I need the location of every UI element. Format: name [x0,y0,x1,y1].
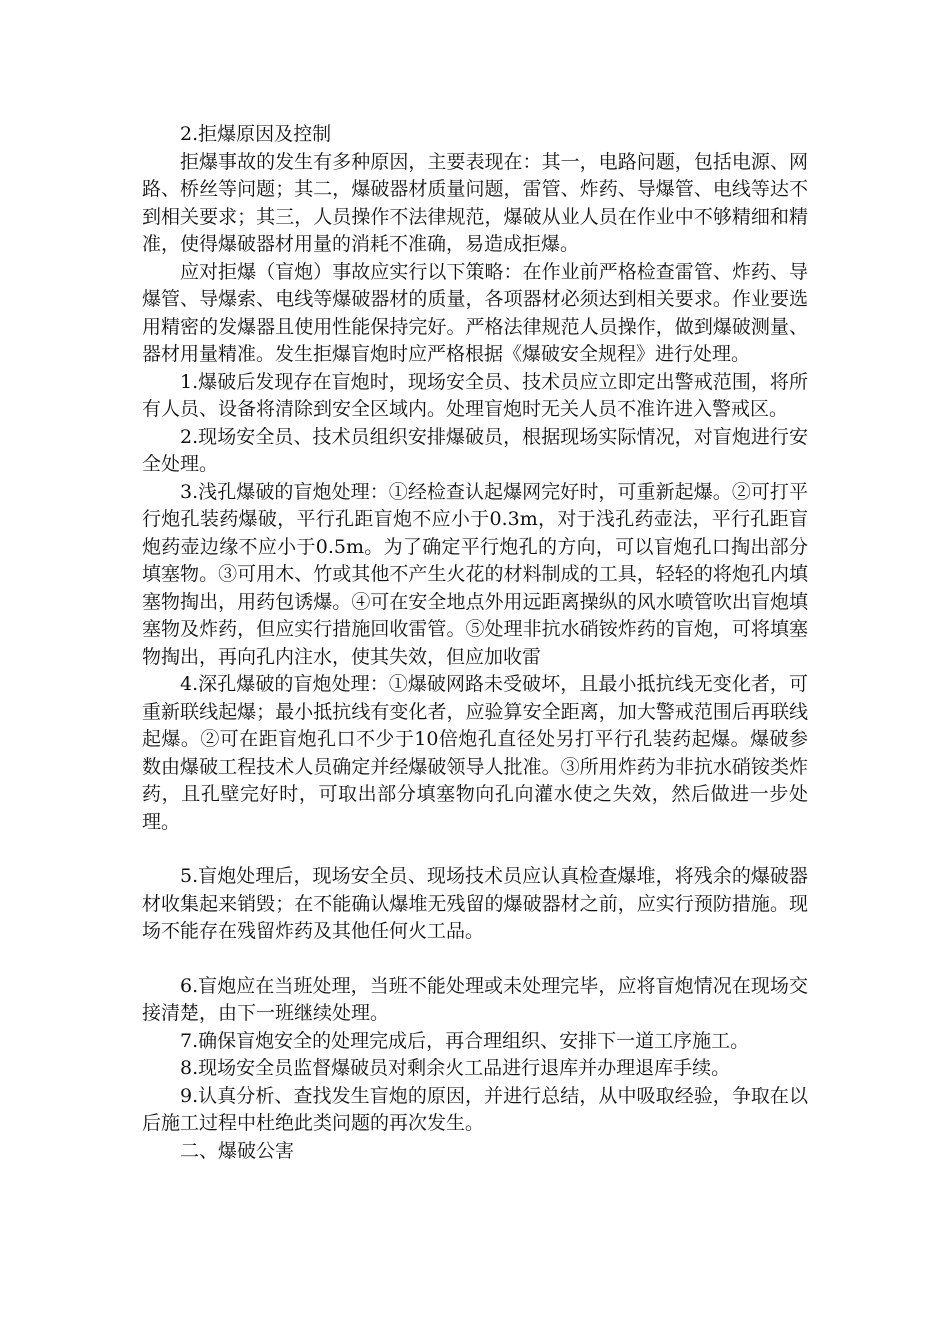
section-heading-2: 二、爆破公害 [180,1139,295,1162]
list-item-4: 4.深孔爆破的盲炮处理：①爆破网路未受破坏，且最小抵抗线无变化者，可重新联线起爆；最小抵抗线有变化者，应验算安全距离，加大警戒范围后再联线起爆。②可在距盲炮孔口不少于10倍炮孔直径处另打平行孔装药起爆。爆破参数由爆破工程技术人员确定并经爆破领导人批准。③所用炸药为非抗水硝铵类炸药，且孔壁完好时，可取出部分填塞物向孔向灌水使之失效，然后做进一步处理。 [142,673,808,833]
section-heading: 2.拒爆原因及控制 [180,123,332,145]
list-item-7: 7.确保盲炮安全的处理完成后，再合理组织、安排下一道工序施工。 [180,1029,750,1052]
list-item-8: 8.现场安全员监督爆破员对剩余火工品进行退库并办理退库手续。 [180,1057,731,1079]
document-body [142,121,808,1165]
list-item-3: 3.浅孔爆破的盲炮处理：①经检查认起爆网完好时，可重新起爆。②可打平行炮孔装药爆破，平行孔距盲炮不应小于0.3m，对于浅孔药壶法，平行孔距盲炮药壶边缘不应小于0.5m。为了确定平行炮孔的方向，可以盲炮孔口掏出部分填塞物。③可用木、竹或其他不产生火花的材料制成的工具，轻轻的将炮孔内填塞物掏出，用药包诱爆。④可在安全地点外用远距离操纵的风水喷管吹出盲炮填塞物及炸药，但应实行措施回收雷管。⑤处理非抗水硝铵炸药的盲炮，可将填塞物掏出，再向孔内注水，使其失效，但应加收雷 [142,480,808,668]
list-item-9: 9.认真分析、查找发生盲炮的原因，并进行总结，从中吸取经验，争取在以后施工过程中杜绝此类问题的再次发生。 [142,1084,808,1134]
paragraph-causes: 拒爆事故的发生有多种原因，主要表现在：其一，电路问题，包括电源、网路、桥丝等问题；其二，爆破器材质量问题，雷管、炸药、导爆管、电线等达不到相关要求；其三，人员操作不法律规范，爆破从业人员在作业中不够精细和精准，使得爆破器材用量的消耗不准确，易造成拒爆。 [142,150,808,255]
paragraph-countermeasures: 应对拒爆（盲炮）事故应实行以下策略：在作业前严格检查雷管、炸药、导爆管、导爆索、电线等爆破器材的质量，各项器材必须达到相关要求。作业要选用精密的发爆器且使用性能保持完好。严格法律规范人员操作，做到爆破测量、器材用量精准。发生拒爆盲炮时应严格根据《爆破安全规程》进行处理。 [142,260,808,365]
list-item-6: 6.盲炮应在当班处理，当班不能处理或未处理完毕，应将盲炮情况在现场交接清楚，由下一班继续处理。 [142,974,808,1024]
list-item-1: 1.爆破后发现存在盲炮时，现场安全员、技术员应立即定出警戒范围，将所有人员、设备将清除到安全区域内。处理盲炮时无关人员不准许进入警戒区。 [142,370,808,420]
list-item-2: 2.现场安全员、技术员组织安排爆破员，根据现场实际情况，对盲炮进行安全处理。 [142,425,808,475]
list-item-5: 5.盲炮处理后，现场安全员、现场技术员应认真检查爆堆，将残余的爆破器材收集起来销毁；在不能确认爆堆无残留的爆破器材之前，应实行预防措施。现场不能存在残留炸药及其他任何火工品。 [142,865,808,942]
